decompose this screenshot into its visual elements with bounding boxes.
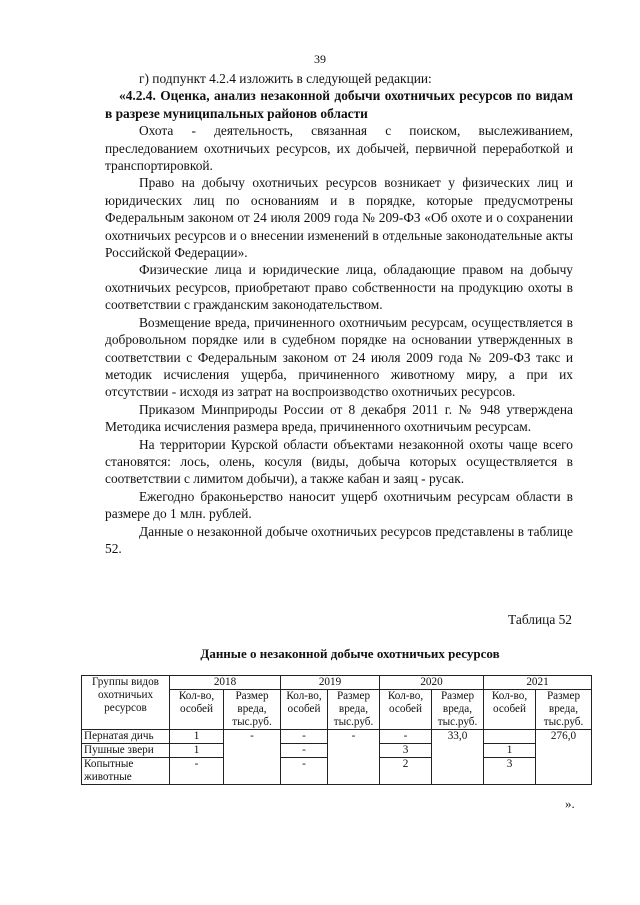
damage-cell: 276,0 (536, 730, 592, 785)
count-header: Кол-во, особей (281, 690, 328, 730)
paragraph: Физические лица и юридические лица, обладающие правом на добычу охотничьих ресурсов, приобретают право собственности на продукцию охоты в соответствии с гражданским законодательством. (105, 262, 573, 313)
paragraph: Приказом Минприроды России от 8 декабря 2011 г. № 948 утверждена Методика исчисления размера вреда, причиненного охотничьим ресурсам. (105, 401, 573, 435)
paragraph: Данные о незаконной добыче охотничьих ресурсов представлены в таблице 52. (105, 523, 573, 556)
paragraph: Ежегодно браконьерство наносит ущерб охотничьим ресурсам области в размере до 1 млн. рублей. (105, 488, 573, 522)
table-cell: 2 (380, 758, 432, 785)
paragraph: Охота - деятельность, связанная с поиском, выслеживанием, преследованием охотничьих ресурсов, их добычей, первичной переработкой и транспортировкой. (105, 123, 573, 174)
table-cell: 1 (170, 730, 224, 744)
table-cell: 3 (484, 758, 536, 785)
damage-header: Размер вреда, тыс.руб. (536, 690, 592, 730)
paragraph: На территории Курской области объектами незаконной охоты чаще всего становятся: лось, олень, косуля (виды, добыча которых осуществляется в соответствии с лимитом добычи), а также кабан и заяц - русак. (105, 436, 573, 487)
table-caption: Таблица 52 (508, 612, 572, 627)
row-label: Пушные звери (82, 744, 170, 758)
paragraph: Право на добычу охотничьих ресурсов возникает у физических лиц и юридических лиц по основаниям и в порядке, которые предусмотрены Федеральным законом от 24 июля 2009 года № 209-ФЗ «Об охоте и о сохранении охотничьих ресурсов и о внесении изменений в отдельные законодательные акты Российской Федерации». (105, 175, 573, 261)
table-cell (484, 730, 536, 744)
closing-quote: ». (565, 796, 575, 811)
poaching-table (81, 675, 592, 785)
row-label: Пернатая дичь (82, 730, 170, 744)
table-title: Данные о незаконной добыче охотничьих ресурсов (200, 646, 500, 661)
count-header: Кол-во, особей (170, 690, 224, 730)
damage-cell: - (328, 730, 380, 785)
table-row (82, 730, 592, 744)
year-header: 2019 (281, 676, 380, 690)
document-body (105, 70, 573, 557)
table-cell: 1 (484, 744, 536, 758)
table-cell: - (170, 758, 224, 785)
table-cell: 3 (380, 744, 432, 758)
count-header: Кол-во, особей (380, 690, 432, 730)
row-label: Копытные животные (82, 758, 170, 785)
count-header: Кол-во, особей (484, 690, 536, 730)
year-header: 2020 (380, 676, 484, 690)
damage-header: Размер вреда, тыс.руб. (224, 690, 281, 730)
table-cell: - (281, 758, 328, 785)
section-heading: «4.2.4. Оценка, анализ незаконной добычи охотничьих ресурсов по видам в разрезе муниципальных районов области (105, 88, 573, 121)
group-header: Группы видов охотничьих ресурсов (82, 676, 170, 730)
paragraph: Возмещение вреда, причиненного охотничьим ресурсам, осуществляется в добровольном порядке или в судебном порядке на основании утвержденных в соответствии с Федеральным законом от 24 июля 2009 года № 209-ФЗ такс и методик исчисления ущерба, причиненного животному миру, а при их отсутствии - исходя из затрат на воспроизводство охотничьих ресурсов. (105, 314, 573, 400)
table-cell: 1 (170, 744, 224, 758)
damage-cell: - (224, 730, 281, 785)
damage-header: Размер вреда, тыс.руб. (328, 690, 380, 730)
intro-paragraph: г) подпункт 4.2.4 изложить в следующей редакции: (139, 71, 432, 86)
table-cell: - (281, 744, 328, 758)
table-header-row (82, 676, 592, 690)
damage-header: Размер вреда, тыс.руб. (432, 690, 484, 730)
year-header: 2021 (484, 676, 592, 690)
table-cell: - (380, 730, 432, 744)
table-cell: - (281, 730, 328, 744)
page-number: 39 (314, 52, 326, 66)
damage-cell: 33,0 (432, 730, 484, 785)
year-header: 2018 (170, 676, 281, 690)
